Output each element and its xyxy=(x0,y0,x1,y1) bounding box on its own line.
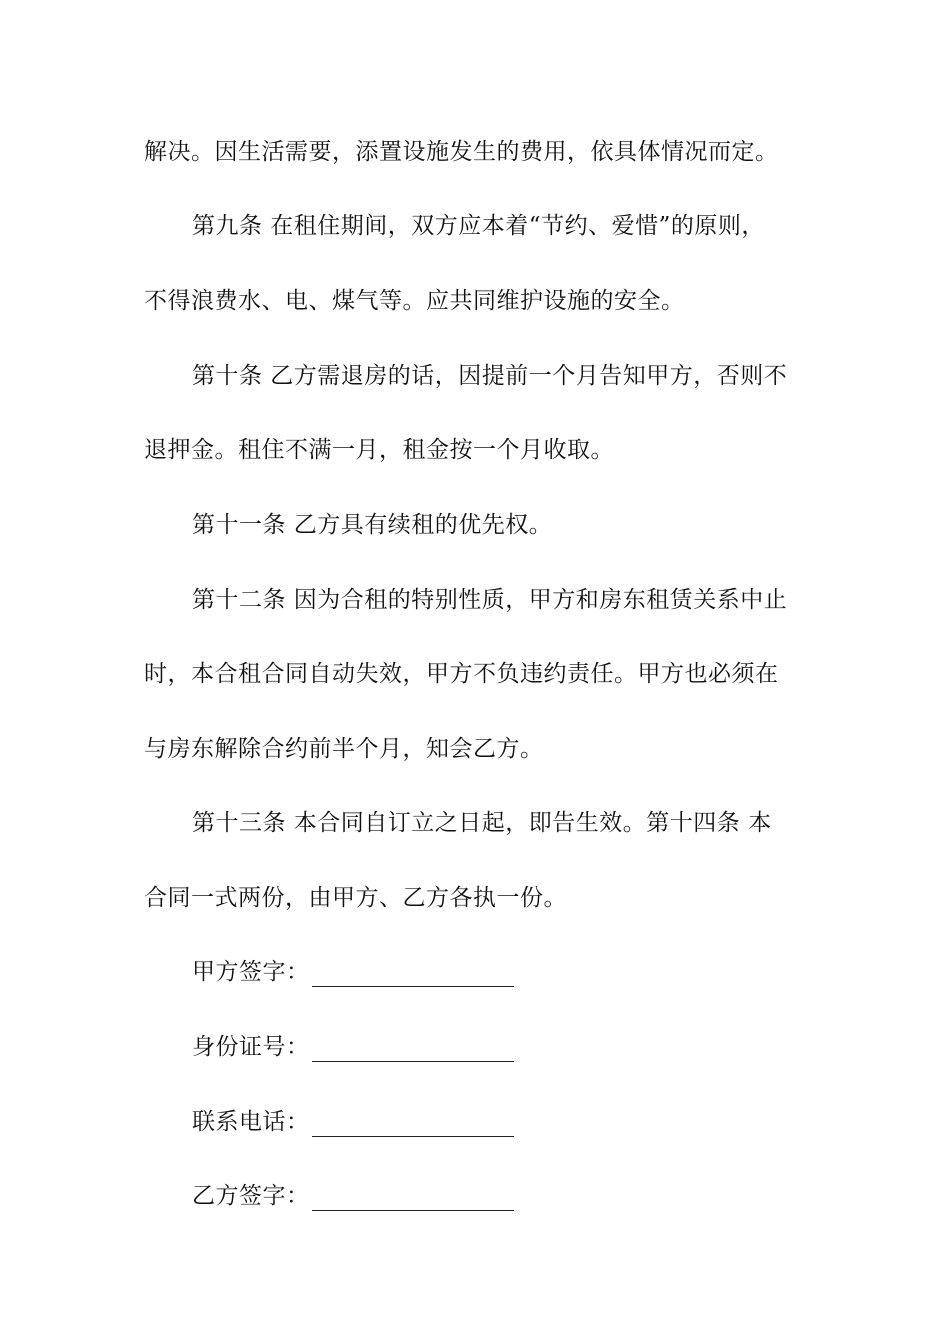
article-10-line: 第十条 乙方需退房的话，因提前一个月告知甲方，否则不 xyxy=(192,363,788,389)
party-a-signature-row xyxy=(192,957,514,987)
party-b-signature-blank[interactable] xyxy=(312,1188,514,1211)
id-number-blank[interactable] xyxy=(312,1039,514,1062)
party-a-signature-blank[interactable] xyxy=(312,964,514,987)
paragraph-line: 与房东解除合约前半个月，知会乙方。 xyxy=(144,736,544,762)
party-a-signature-label: 甲方签字： xyxy=(192,959,310,985)
paragraph-line: 时，本合租合同自动失效，甲方不负违约责任。甲方也必须在 xyxy=(144,661,779,687)
paragraph-line: 合同一式两份，由甲方、乙方各执一份。 xyxy=(144,885,567,911)
article-13-line: 第十三条 本合同自订立之日起，即告生效。第十四条 本 xyxy=(192,810,772,836)
phone-blank[interactable] xyxy=(312,1114,514,1137)
phone-row xyxy=(192,1107,514,1137)
article-11-line: 第十一条 乙方具有续租的优先权。 xyxy=(192,512,553,538)
phone-label: 联系电话： xyxy=(192,1109,310,1135)
paragraph-line: 不得浪费水、电、煤气等。应共同维护设施的安全。 xyxy=(144,288,685,314)
paragraph-line: 解决。因生活需要，添置设施发生的费用，依具体情况而定。 xyxy=(144,139,779,165)
article-9-line: 第九条 在租住期间，双方应本着“节约、爱惜”的原则， xyxy=(192,213,765,239)
party-b-signature-label: 乙方签字： xyxy=(192,1183,310,1209)
party-b-signature-row xyxy=(192,1181,514,1211)
paragraph-line: 退押金。租住不满一月，租金按一个月收取。 xyxy=(144,437,614,463)
id-number-row xyxy=(192,1032,514,1062)
article-12-line: 第十二条 因为合租的特别性质，甲方和房东租赁关系中止 xyxy=(192,587,788,613)
id-number-label: 身份证号： xyxy=(192,1034,310,1060)
